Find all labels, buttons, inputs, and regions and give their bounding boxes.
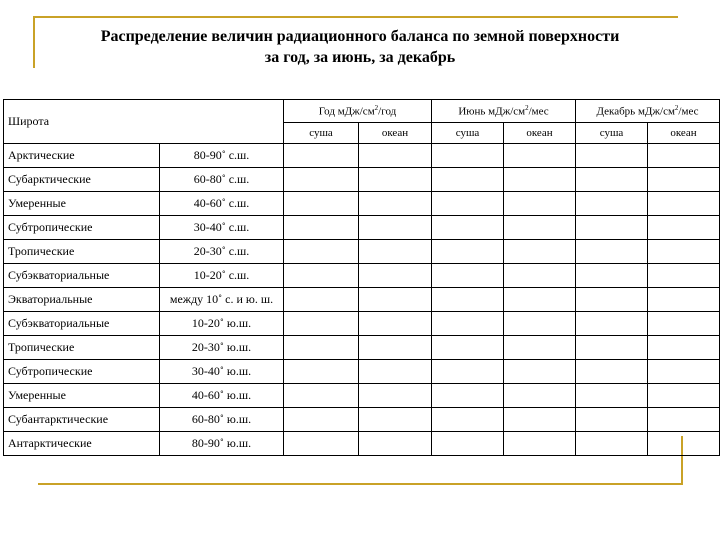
value-cell bbox=[284, 240, 359, 264]
value-cell bbox=[648, 264, 720, 288]
value-cell bbox=[359, 144, 432, 168]
value-cell bbox=[359, 264, 432, 288]
value-cell bbox=[432, 192, 504, 216]
value-cell bbox=[504, 288, 576, 312]
value-cell bbox=[576, 288, 648, 312]
table-row bbox=[4, 240, 720, 264]
value-cell bbox=[576, 216, 648, 240]
table-row bbox=[4, 144, 720, 168]
latitude-range-cell: 10-20˚ с.ш. bbox=[160, 264, 284, 288]
table-row bbox=[4, 168, 720, 192]
value-cell bbox=[648, 216, 720, 240]
value-cell bbox=[504, 432, 576, 456]
value-cell bbox=[284, 408, 359, 432]
value-cell bbox=[432, 408, 504, 432]
value-cell bbox=[284, 144, 359, 168]
table-row bbox=[4, 408, 720, 432]
value-cell bbox=[648, 432, 720, 456]
table-row bbox=[4, 432, 720, 456]
subheader-june-land: суша bbox=[432, 123, 504, 144]
value-cell bbox=[359, 336, 432, 360]
value-cell bbox=[359, 192, 432, 216]
subheader-june-ocean: океан bbox=[504, 123, 576, 144]
subheader-december-land: суша bbox=[576, 123, 648, 144]
zone-cell: Арктические bbox=[4, 144, 160, 168]
page-title bbox=[40, 26, 680, 68]
latitude-range-cell: 20-30˚ с.ш. bbox=[160, 240, 284, 264]
value-cell bbox=[504, 168, 576, 192]
zone-cell: Тропические bbox=[4, 336, 160, 360]
zone-cell: Субтропические bbox=[4, 360, 160, 384]
zone-cell: Умеренные bbox=[4, 192, 160, 216]
table-row bbox=[4, 360, 720, 384]
value-cell bbox=[359, 288, 432, 312]
latitude-range-cell: 20-30˚ ю.ш. bbox=[160, 336, 284, 360]
latitude-range-cell: 30-40˚ с.ш. bbox=[160, 216, 284, 240]
value-cell bbox=[359, 408, 432, 432]
value-cell bbox=[284, 432, 359, 456]
radiation-balance-table bbox=[3, 99, 720, 456]
value-cell bbox=[359, 312, 432, 336]
value-cell bbox=[576, 312, 648, 336]
zone-cell: Умеренные bbox=[4, 384, 160, 408]
value-cell bbox=[648, 240, 720, 264]
zone-cell: Субэкваториальные bbox=[4, 312, 160, 336]
value-cell bbox=[432, 264, 504, 288]
value-cell bbox=[648, 336, 720, 360]
subheader-year-land: суша bbox=[284, 123, 359, 144]
value-cell bbox=[432, 288, 504, 312]
value-cell bbox=[576, 264, 648, 288]
subheader-year-ocean: океан bbox=[359, 123, 432, 144]
zone-cell: Экваториальные bbox=[4, 288, 160, 312]
value-cell bbox=[432, 360, 504, 384]
value-cell bbox=[284, 360, 359, 384]
header-row-groups bbox=[4, 100, 720, 123]
value-cell bbox=[504, 384, 576, 408]
value-cell bbox=[504, 360, 576, 384]
group-header-year: Год мДж/$см^2$/год bbox=[284, 100, 432, 123]
value-cell bbox=[504, 408, 576, 432]
value-cell bbox=[576, 192, 648, 216]
value-cell bbox=[284, 384, 359, 408]
table-row bbox=[4, 336, 720, 360]
value-cell bbox=[284, 168, 359, 192]
value-cell bbox=[284, 216, 359, 240]
value-cell bbox=[359, 168, 432, 192]
value-cell bbox=[648, 408, 720, 432]
value-cell bbox=[648, 384, 720, 408]
zone-cell: Субарктические bbox=[4, 168, 160, 192]
bottom-decor-line bbox=[38, 483, 683, 485]
zone-cell: Антарктические bbox=[4, 432, 160, 456]
table-row bbox=[4, 384, 720, 408]
top-decor-line bbox=[33, 16, 678, 18]
latitude-range-cell: 80-90˚ с.ш. bbox=[160, 144, 284, 168]
value-cell bbox=[432, 240, 504, 264]
value-cell bbox=[432, 336, 504, 360]
value-cell bbox=[284, 336, 359, 360]
value-cell bbox=[504, 264, 576, 288]
value-cell bbox=[648, 144, 720, 168]
value-cell bbox=[432, 168, 504, 192]
value-cell bbox=[648, 192, 720, 216]
subheader-december-ocean: океан bbox=[648, 123, 720, 144]
value-cell bbox=[576, 144, 648, 168]
latitude-range-cell: 60-80˚ с.ш. bbox=[160, 168, 284, 192]
zone-cell: Субэкваториальные bbox=[4, 264, 160, 288]
latitude-range-cell: между 10˚ с. и ю. ш. bbox=[160, 288, 284, 312]
latitude-range-cell: 30-40˚ ю.ш. bbox=[160, 360, 284, 384]
table-row bbox=[4, 312, 720, 336]
value-cell bbox=[576, 336, 648, 360]
value-cell bbox=[359, 432, 432, 456]
value-cell bbox=[504, 336, 576, 360]
value-cell bbox=[432, 144, 504, 168]
value-cell bbox=[648, 312, 720, 336]
value-cell bbox=[504, 240, 576, 264]
value-cell bbox=[359, 360, 432, 384]
left-decor-line bbox=[33, 16, 35, 68]
value-cell bbox=[284, 192, 359, 216]
table-row bbox=[4, 192, 720, 216]
table-row bbox=[4, 264, 720, 288]
value-cell bbox=[284, 312, 359, 336]
value-cell bbox=[432, 432, 504, 456]
latitude-range-cell: 40-60˚ с.ш. bbox=[160, 192, 284, 216]
value-cell bbox=[504, 216, 576, 240]
value-cell bbox=[576, 432, 648, 456]
value-cell bbox=[576, 168, 648, 192]
latitude-header: Широта bbox=[4, 100, 284, 144]
value-cell bbox=[648, 168, 720, 192]
zone-cell: Тропические bbox=[4, 240, 160, 264]
group-header-june: Июнь мДж/$см^2$/мес bbox=[432, 100, 576, 123]
table-row bbox=[4, 216, 720, 240]
table-row bbox=[4, 288, 720, 312]
zone-cell: Субтропические bbox=[4, 216, 160, 240]
title-line-2: за год, за июнь, за декабрь bbox=[264, 49, 456, 66]
latitude-range-cell: 40-60˚ ю.ш. bbox=[160, 384, 284, 408]
value-cell bbox=[432, 312, 504, 336]
value-cell bbox=[359, 384, 432, 408]
latitude-range-cell: 80-90˚ ю.ш. bbox=[160, 432, 284, 456]
value-cell bbox=[432, 384, 504, 408]
latitude-range-cell: 60-80˚ ю.ш. bbox=[160, 408, 284, 432]
value-cell bbox=[284, 288, 359, 312]
value-cell bbox=[284, 264, 359, 288]
value-cell bbox=[648, 360, 720, 384]
value-cell bbox=[504, 192, 576, 216]
group-header-december: Декабрь мДж/$см^2$/мес bbox=[576, 100, 720, 123]
zone-cell: Субантарктические bbox=[4, 408, 160, 432]
latitude-range-cell: 10-20˚ ю.ш. bbox=[160, 312, 284, 336]
value-cell bbox=[576, 240, 648, 264]
value-cell bbox=[504, 144, 576, 168]
value-cell bbox=[504, 312, 576, 336]
title-line-1: Распределение величин радиационного баланса по земной поверхности bbox=[100, 28, 620, 45]
value-cell bbox=[359, 240, 432, 264]
value-cell bbox=[648, 288, 720, 312]
value-cell bbox=[432, 216, 504, 240]
value-cell bbox=[576, 360, 648, 384]
value-cell bbox=[576, 384, 648, 408]
value-cell bbox=[359, 216, 432, 240]
value-cell bbox=[576, 408, 648, 432]
